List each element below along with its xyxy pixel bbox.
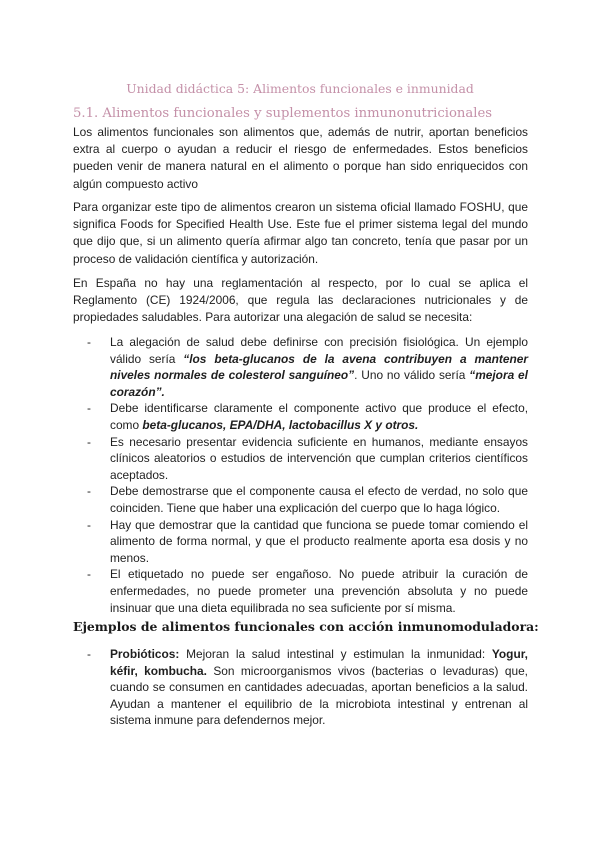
bullet-dash: -	[87, 647, 91, 661]
examples-list	[87, 646, 528, 729]
list-item: - Debe demostrarse que el componente causa el efecto de verdad, no solo que coinciden. Tiene que haber una explicación del cuerpo que lo haga lógico.	[87, 484, 528, 515]
list-item: - La alegación de salud debe definirse con precisión fisiológica. Un ejemplo válido sería “los beta-glucanos de la avena contribuyen a mantener niveles normales de colesterol sanguíneo”. Uno no válido sería “mejora el corazón”.	[87, 335, 528, 399]
bullet-dash: -	[87, 401, 91, 416]
list-item: - Es necesario presentar evidencia suficiente en humanos, mediante ensayos clínicos aleatorios o estudios de intervención que cumplan criterios científicos aceptados.	[87, 434, 528, 482]
list-item: - El etiquetado no puede ser engañoso. No puede atribuir la curación de enfermedades, no puede prometer una prevención absoluta y no puede insinuar que una dieta equilibrada no sea suficiente por sí misma.	[87, 567, 528, 615]
regulation-paragraph: En España no hay una reglamentación al respecto, por lo cual se aplica el Reglamento (CE) 1924/2006, que regula las declaraciones nutricionales y de propiedades saludables. Para autorizar una alegación de salud se necesita:	[73, 276, 528, 325]
section-heading: 5.1. Alimentos funcionales y suplementos inmunonutricionales	[73, 106, 493, 121]
list-item: - Hay que demostrar que la cantidad que funciona se puede tomar comiendo el alimento de forma normal, y que el producto realmente aporta esa dosis y no menos.	[87, 517, 528, 565]
list-item: - Probióticos: Mejoran la salud intestinal y estimulan la inmunidad: Yogur, kéfir, kombucha. Son microorganismos vivos (bacterias o levaduras) que, cuando se consumen en cantidades adecuadas, aportan beneficios a la salud. Ayudan a mantener el equilibrio de la microbiota intestinal y entrenan al sistema inmune para defendernos mejor.	[87, 647, 528, 728]
list-item: - Debe identificarse claramente el componente activo que produce el efecto, como beta-glucanos, EPA/DHA, lactobacillus X y otros.	[87, 401, 528, 432]
intro-paragraph: Los alimentos funcionales son alimentos que, además de nutrir, aportan beneficios extra al cuerpo o ayudan a reducir el riesgo de enfermedades. Estos beneficios pueden venir de manera natural en el alimento o porque han sido enriquecidos con algún compuesto activo	[73, 125, 528, 191]
requirements-list	[87, 334, 528, 616]
bullet-dash: -	[87, 517, 91, 532]
bullet-dash: -	[87, 434, 91, 449]
examples-heading: Ejemplos de alimentos funcionales con acción inmunomoduladora:	[73, 619, 539, 634]
bullet-dash: -	[87, 567, 91, 582]
foshu-paragraph: Para organizar este tipo de alimentos crearon un sistema oficial llamado FOSHU, que significa Foods for Specified Health Use. Este fue el primer sistema legal del mundo que dijo que, si un alimento quería afirmar algo tan concreto, tenía que pasar por un proceso de validación científica y autorización.	[73, 200, 528, 266]
bullet-dash: -	[87, 484, 91, 499]
document-title: Unidad didáctica 5: Alimentos funcionales e inmunidad	[126, 81, 474, 96]
bullet-dash: -	[87, 335, 91, 349]
